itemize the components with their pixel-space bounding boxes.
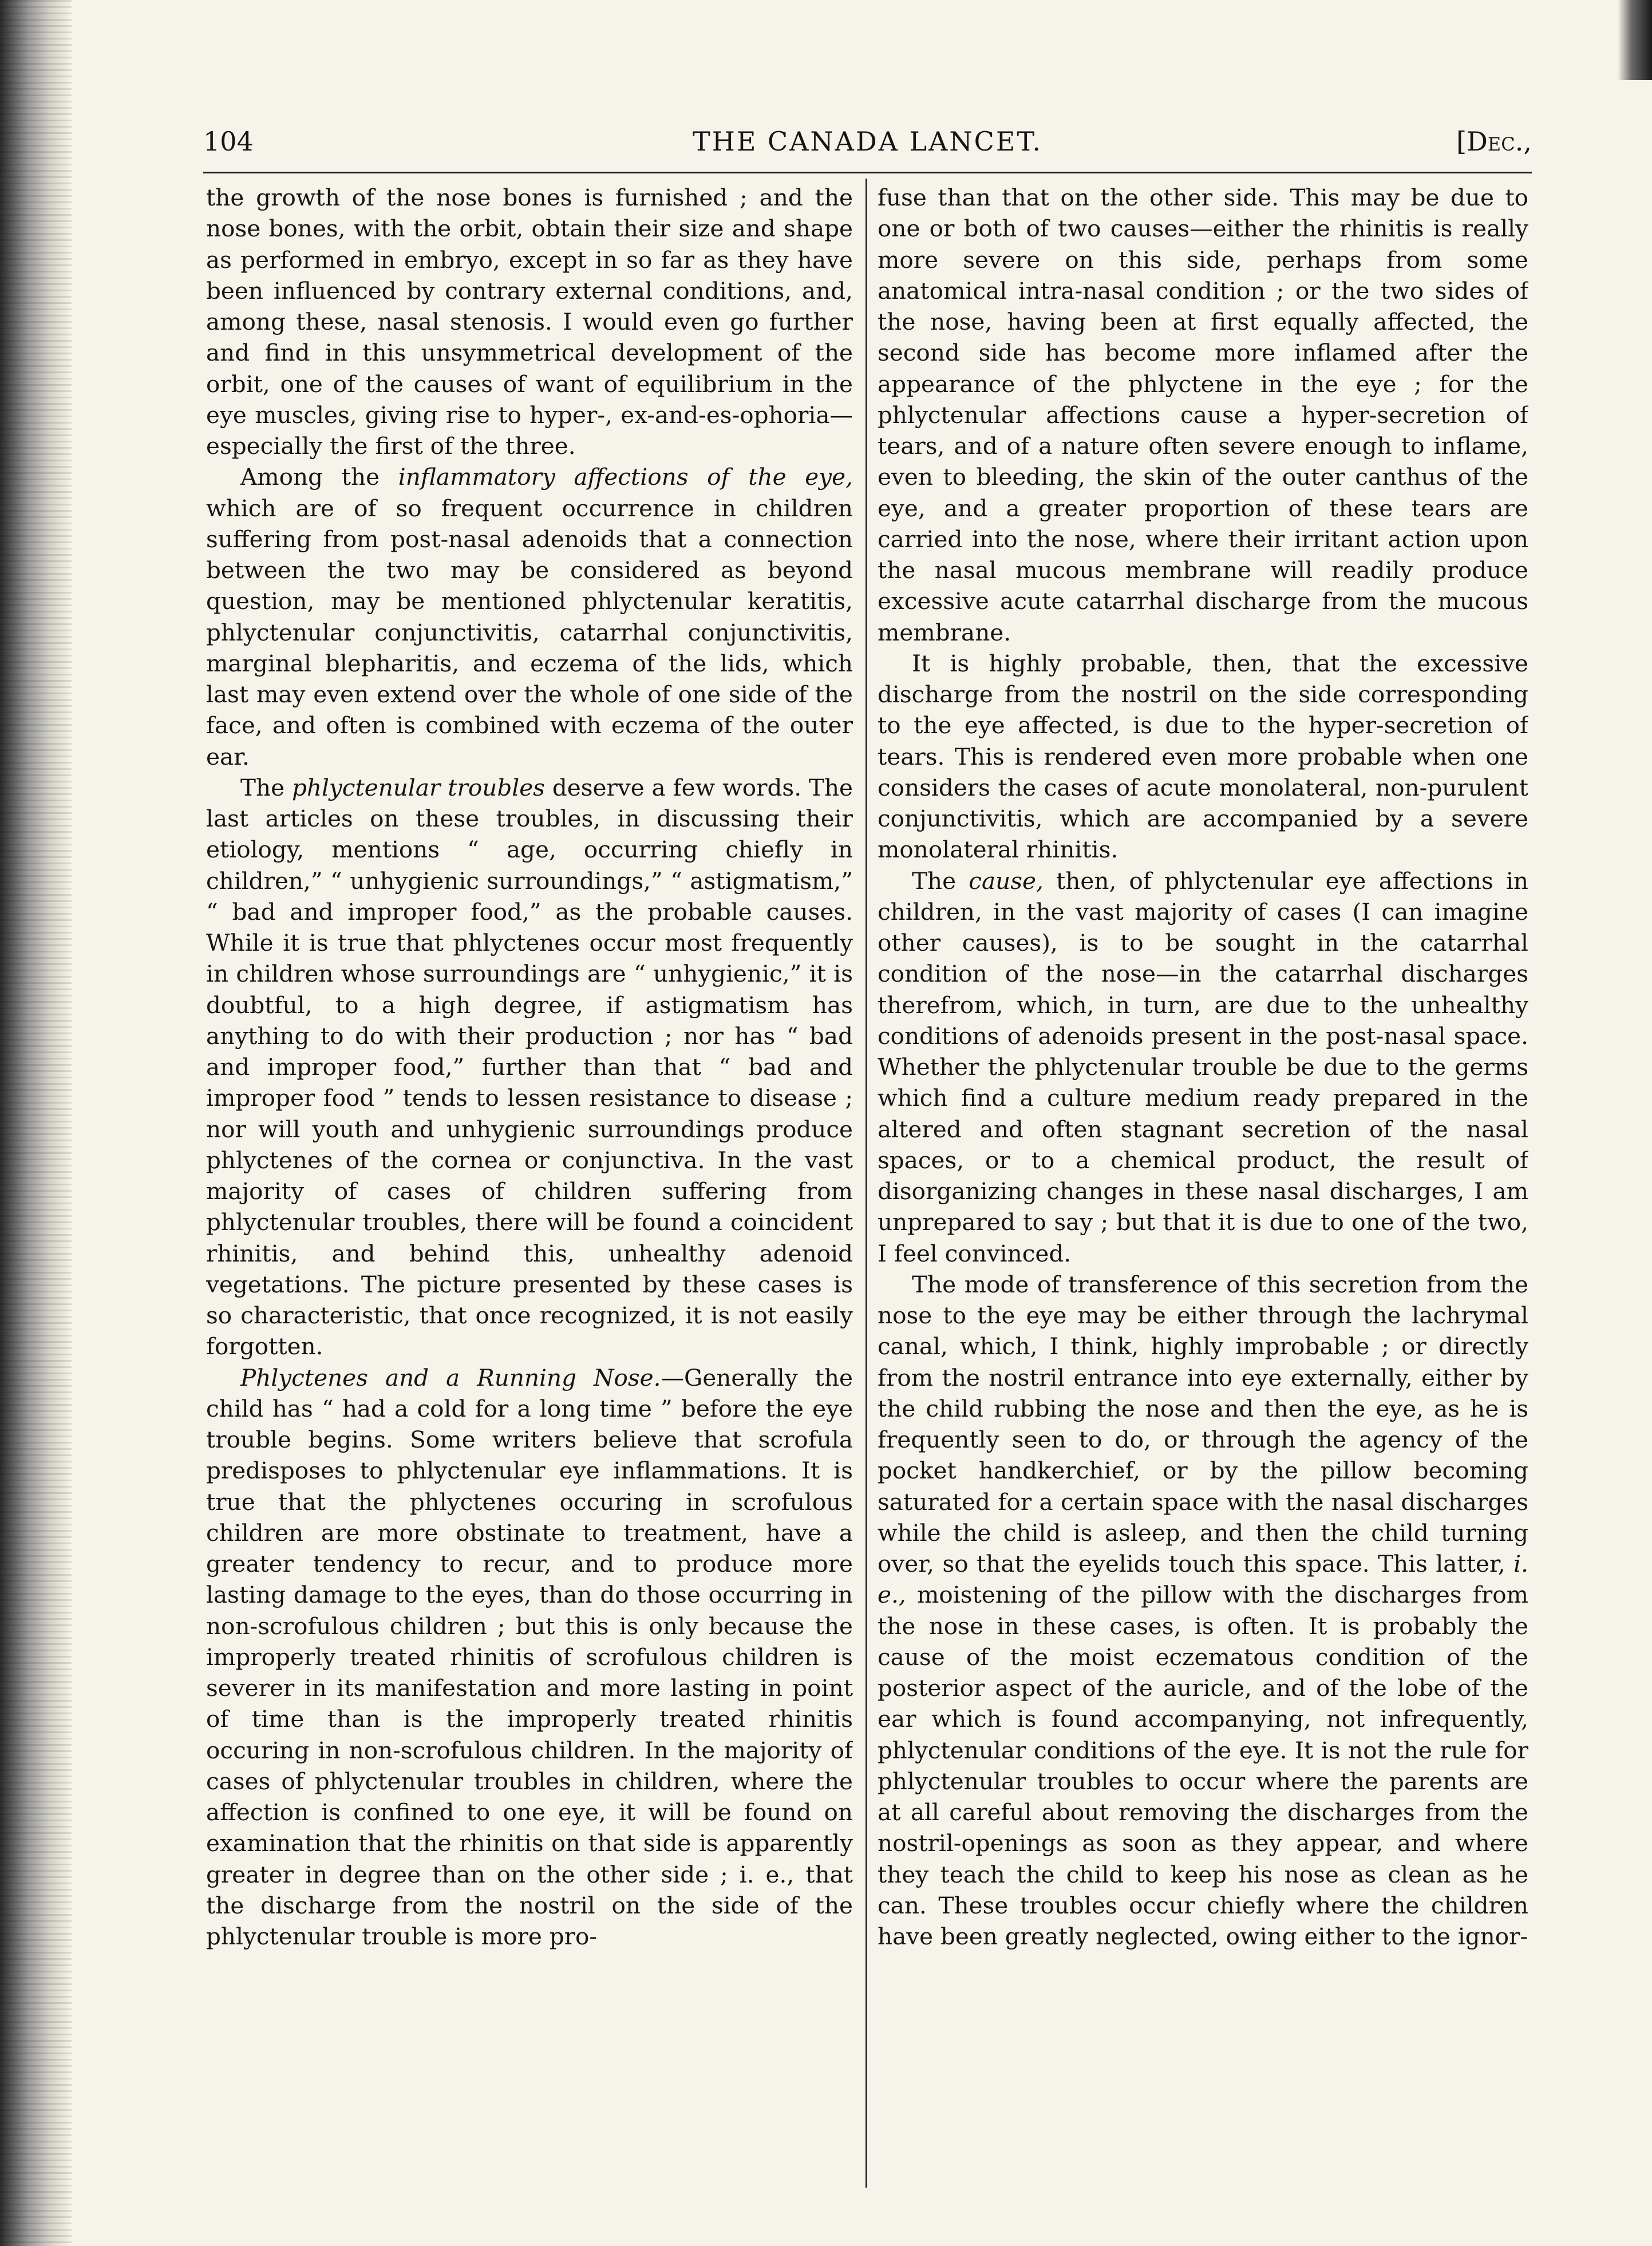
subheading-text: Phlyctenes and a Running Nose. <box>240 1363 661 1391</box>
running-title: THE CANADA LANCET. <box>693 126 1042 157</box>
paragraph-text: fuse than that on the other side. This may be due to one or both of two causes—either the rhinitis is really more severe on this side, perhaps from some anatomical intra-nasal condition ; or the two sides of the nose, having been at first equally affected, the second side has become more inflamed after the appearance of the phlyctene in the eye ; for the phlyctenular affections cause a hyper-secretion of tears, and of a nature often severe enough to inflame, even to bleeding, the skin of the outer canthus of the eye, and a greater proportion of these tears are carried into the nose, where their irritant action upon the nasal mucous membrane will readily produce excessive acute catarrhal discharge from the mucous membrane. <box>878 184 1528 646</box>
paragraph-text: the growth of the nose bones is furnished ; and the nose bones, with the orbit, obtain their size and shape as performed in embryo, except in so far as they have been influenced by contrary external conditions, and, among these, nasal stenosis. I would even go further and find in this unsymmetrical development of the orbit, one of the causes of want of equilibrium in the eye muscles, giving rise to hyper-, ex-and-es-ophoria—especially the first of the three. <box>206 184 853 460</box>
paragraph-text: The <box>912 867 969 895</box>
paragraph-text: Among the <box>240 463 398 491</box>
emphasis-text: cause, <box>969 867 1044 895</box>
emphasis-text: phlyctenular troubles <box>291 773 545 801</box>
paragraph <box>206 1362 853 1952</box>
paragraph-text: The <box>240 773 292 801</box>
left-column <box>206 182 853 2185</box>
header-rule <box>203 172 1532 173</box>
paragraph-text: deserve a few words. The last articles on these troubles, in discussing their etiology, mentions “ age, occurring chiefly in children,” “ unhygienic surroundings,” “ astigmatism,” “ bad and improper food,” as the probable causes. While it is true that phlyctenes occur most frequently in children whose surroundings are “ unhygienic,” it is doubtful, to a high degree, if astigmatism has anything to do with their production ; nor has “ bad and improper food,” further than that “ bad and improper food ” tends to lessen resistance to disease ; nor will youth and unhygienic surroundings produce phlyctenes of the cornea or conjunctiva. In the vast majority of cases of children suffering from phlyctenular troubles, there will be found a coincident rhinitis, and behind this, unhealthy adenoid vegetations. The picture presented by these cases is so characteristic, that once recognized, it is not easily forgotten. <box>206 773 853 1361</box>
right-column <box>878 182 1528 2185</box>
paragraph <box>206 772 853 1362</box>
paragraph-text: —Generally the child has “ had a cold for a long time ” before the eye trouble begins. Some writers believe that scrofula predisposes to phlyctenular eye inflammations. It is true that the phlyctenes occuring in scrofulous children are more obstinate to treatment, have a greater tendency to recur, and to produce more lasting damage to the eyes, than do those occurring in non-scrofulous children ; but this is only because the improperly treated rhinitis of scrofulous children is severer in its manifestation and more lasting in point of time than is the improperly treated rhinitis occuring in non-scrofulous children. In the majority of cases of phlyctenular troubles in children, where the affection is confined to one eye, it will be found on examination that the rhinitis on that side is apparently greater in degree than on the other side ; i. e., that the discharge from the nostril on the side of the phlyctenular trouble is more pro- <box>206 1363 853 1950</box>
page-number: 104 <box>203 126 254 157</box>
section-tag: [Dec., <box>1456 126 1532 157</box>
paragraph-text: which are of so frequent occurrence in children suffering from post-nasal adenoids that a connection between the two may be considered as beyond question, may be mentioned phlyctenular keratitis, phlyctenular conjunctivitis, catarrhal conjunctivitis, marginal blepharitis, and eczema of the lids, which last may even extend over the whole of one side of the face, and often is combined with eczema of the outer ear. <box>206 494 853 770</box>
paragraph <box>878 1269 1528 1952</box>
paragraph-text: moistening of the pillow with the discharges from the nose in these cases, is often. It is probably the cause of the moist eczematous condition of the posterior aspect of the auricle, and of the lobe of the ear which is found accompanying, not infrequently, phlyctenular conditions of the eye. It is not the rule for phlyctenular troubles to occur where the parents are at all careful about removing the discharges from the nostril-openings as soon as they appear, and where they teach the child to keep his nose as clean as he can. These troubles occur chiefly where the children have been greatly neglected, owing either to the ignor- <box>878 1581 1528 1950</box>
page-binding-edge <box>0 0 72 2246</box>
paragraph <box>878 182 1528 648</box>
paragraph <box>206 461 853 772</box>
column-divider <box>865 179 867 2188</box>
paragraph <box>206 182 853 461</box>
paragraph-text: It is highly probable, then, that the excessive discharge from the nostril on the side corresponding to the eye affected, is due to the hyper-secretion of tears. This is rendered even more probable when one considers the cases of acute monolateral, non-purulent conjunctivitis, which are accompanied by a severe monolateral rhinitis. <box>878 649 1528 864</box>
emphasis-text: i. e., <box>878 1550 1528 1609</box>
emphasis-text: inflammatory affections of the eye, <box>398 463 853 491</box>
page-corner-shadow <box>1618 0 1652 80</box>
paragraph <box>878 648 1528 865</box>
paragraph-text: The mode of transference of this secretion from the nose to the eye may be either through the lachrymal canal, which, I think, highly improbable ; or directly from the nostril entrance into eye externally, either by the child rubbing the nose and then the eye, as he is frequently seen to do, or through the agency of the pocket handkerchief, or by the pillow becoming saturated for a certain space with the nasal discharges while the child is asleep, and then the child turning over, so that the eyelids touch this space. This latter, <box>878 1270 1528 1577</box>
page-header <box>203 121 1532 161</box>
paragraph <box>878 865 1528 1269</box>
paragraph-text: then, of phlyctenular eye affections in children, in the vast majority of cases (I can imagine other causes), is to be sought in the catarrhal condition of the nose—in the catarrhal discharges therefrom, which, in turn, are due to the unhealthy conditions of adenoids present in the post-nasal space. Whether the phlyctenular trouble be due to the germs which find a culture medium ready prepared in the altered and often stagnant secretion of the nasal spaces, or to a chemical product, the result of disorganizing changes in these nasal discharges, I am unprepared to say ; but that it is due to one of the two, I feel convinced. <box>878 867 1528 1267</box>
